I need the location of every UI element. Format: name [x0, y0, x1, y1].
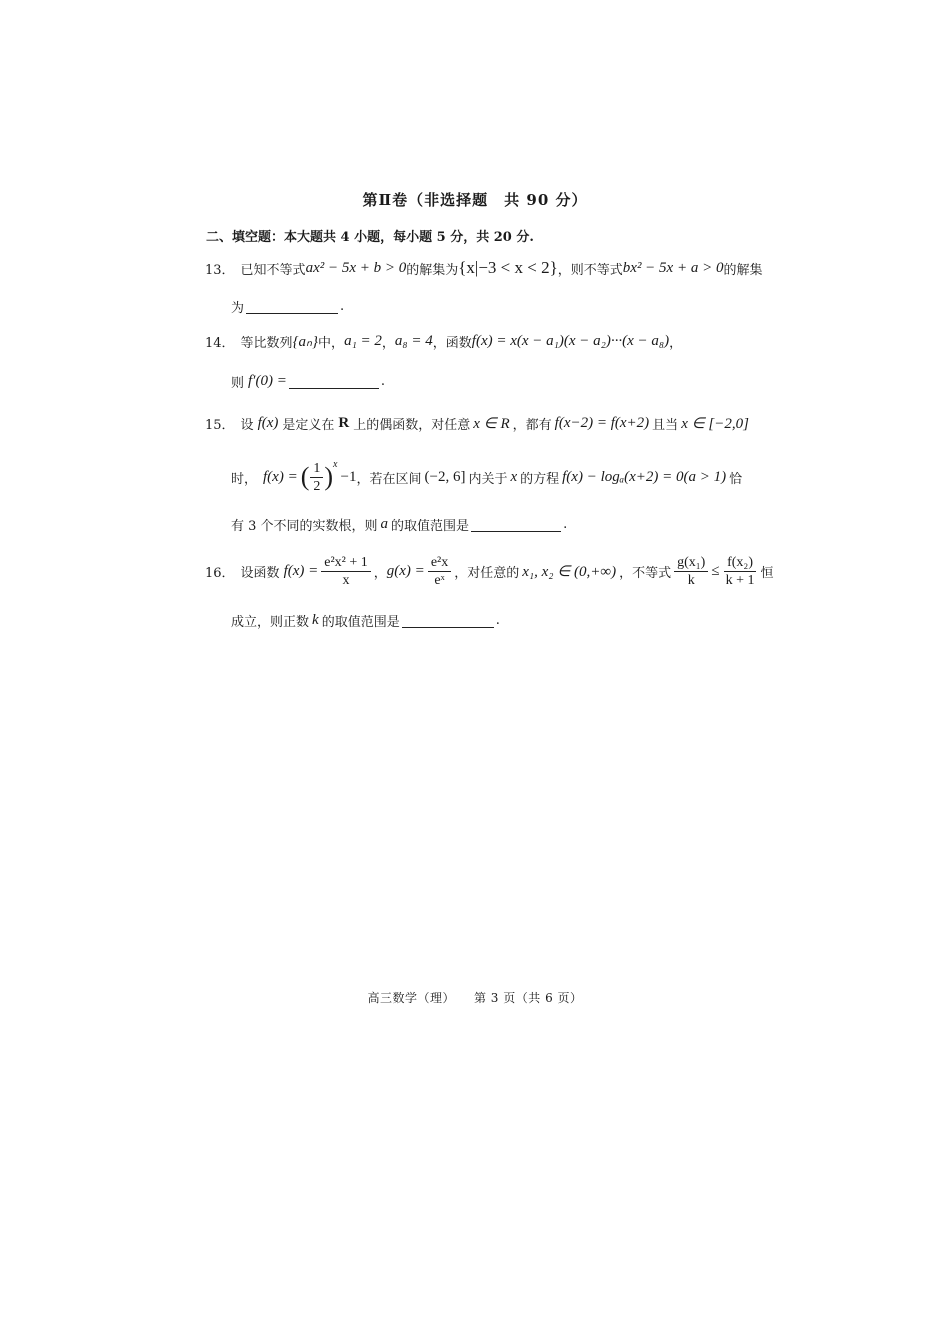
question-number: 13． — [205, 262, 235, 278]
question-text: 设 — [240, 418, 254, 433]
question-text: 且当 — [652, 418, 679, 433]
question-16-line-1 — [205, 551, 774, 591]
question-text: 的方程 — [520, 471, 560, 487]
numerator: f(x₂) — [724, 554, 756, 572]
question-number: 15． — [205, 418, 235, 433]
function-f: f(x) = — [263, 468, 298, 485]
less-equal-sign: ≤ — [711, 562, 720, 579]
part-title: 第Ⅱ卷（非选择题 共 90 分） — [362, 191, 588, 209]
fraction-f — [321, 554, 371, 589]
question-text: 上的偶函数，对任意 — [353, 418, 471, 433]
question-text: 是定义在 — [282, 418, 335, 433]
question-text: 已知不等式 — [240, 262, 306, 278]
exponent: x — [333, 459, 338, 470]
page-footer: 高三数学（理） 第 3 页（共 6 页） — [367, 991, 583, 1005]
interval-expr: x ∈ [−2,0] — [681, 416, 749, 432]
question-text: 内关于 — [468, 471, 508, 487]
answer-blank[interactable] — [471, 517, 561, 532]
term-a8: a₈ = 4 — [394, 333, 433, 349]
inequality-expr: bx² − 5x + a > 0 — [622, 259, 724, 276]
question-text: 成立，则正数 — [231, 615, 310, 630]
question-text: 中， — [318, 336, 345, 351]
question-text: 则 — [231, 376, 245, 391]
numerator: 1 — [310, 460, 323, 478]
question-text: 设函数 — [240, 565, 280, 581]
variables-expr: x₁, x₂ ∈ (0,+∞) — [522, 563, 617, 580]
right-paren: ) — [324, 462, 334, 491]
question-text: ，若在区间 — [356, 471, 422, 487]
question-text: 的解集为 — [406, 262, 459, 278]
function-def: f(x) = x(x − a₁)(x − a₂)···(x − a₈) — [471, 333, 670, 349]
separator: ， — [373, 565, 387, 581]
denominator: eˣ — [434, 572, 445, 588]
period-equation: f(x−2) = f(x+2) — [554, 415, 650, 431]
separator: ， — [381, 336, 395, 351]
fraction-g — [428, 554, 451, 589]
function-f: f(x) — [257, 415, 279, 431]
domain-expr: x ∈ R — [473, 416, 510, 432]
question-text: ， — [669, 336, 683, 351]
numerator: e²x² + 1 — [321, 554, 371, 572]
question-15-line-2 — [231, 457, 742, 497]
question-13-line-1 — [205, 258, 762, 278]
question-14-line-2 — [231, 372, 385, 391]
question-text: 有 3 个不同的实数根，则 — [231, 519, 378, 534]
denominator: x — [342, 572, 350, 588]
question-text: 为 — [231, 301, 245, 316]
period: . — [563, 517, 568, 532]
numerator: g(x₁) — [674, 554, 708, 572]
equation-expr: f(x) − logₐ(x+2) = 0(a > 1) — [562, 468, 727, 485]
question-13-line-2 — [231, 297, 344, 316]
question-number: 14． — [205, 336, 235, 351]
function-f: f(x) = — [283, 562, 319, 579]
answer-blank[interactable] — [402, 613, 494, 628]
question-text: 恒 — [760, 565, 774, 581]
question-text: 的取值范围是 — [391, 519, 470, 534]
section-heading: 二、填空题：本大题共 4 小题，每小题 5 分，共 20 分. — [206, 230, 534, 245]
sequence: {aₙ} — [292, 334, 319, 350]
question-text: 等比数列 — [240, 336, 293, 351]
variable-a: a — [380, 516, 389, 532]
term-a1: a₁ = 2 — [344, 333, 382, 349]
derivative-expr: f′(0) = — [248, 373, 287, 389]
denominator: 2 — [313, 478, 321, 494]
fraction-half — [310, 460, 323, 495]
question-16-line-2 — [231, 611, 500, 630]
period: . — [495, 613, 500, 628]
question-text: 时， — [231, 471, 258, 487]
denominator: k + 1 — [725, 572, 755, 588]
solution-set: {x|−3 < x < 2} — [458, 258, 558, 277]
question-text: ，对任意的 — [454, 565, 520, 581]
question-15-line-3 — [231, 515, 567, 534]
variable-k: k — [312, 612, 319, 628]
function-g: g(x) = — [386, 562, 425, 579]
answer-blank[interactable] — [289, 374, 379, 389]
question-number: 16． — [205, 565, 235, 581]
minus-one: −1 — [340, 468, 357, 485]
left-paren: ( — [300, 462, 310, 491]
question-text: ，都有 — [512, 418, 552, 433]
period: . — [340, 299, 345, 314]
denominator: k — [687, 572, 695, 588]
interval-expr: (−2, 6] — [424, 468, 466, 485]
question-text: 的取值范围是 — [321, 615, 400, 630]
variable-x: x — [510, 468, 518, 485]
question-15-line-1 — [205, 414, 749, 433]
question-text: ，函数 — [432, 336, 472, 351]
question-text: 恰 — [729, 471, 743, 487]
fraction-right — [723, 554, 758, 589]
real-set-symbol: R — [338, 415, 350, 431]
period: . — [380, 374, 385, 389]
answer-blank[interactable] — [246, 299, 338, 314]
question-14-line-1 — [205, 332, 682, 351]
question-text: 的解集 — [723, 262, 763, 278]
fraction-left — [674, 554, 708, 589]
numerator: e²x — [428, 554, 451, 572]
inequality-expr: ax² − 5x + b > 0 — [305, 259, 407, 276]
question-text: ，则不等式 — [557, 262, 623, 278]
question-text: ，不等式 — [619, 565, 672, 581]
